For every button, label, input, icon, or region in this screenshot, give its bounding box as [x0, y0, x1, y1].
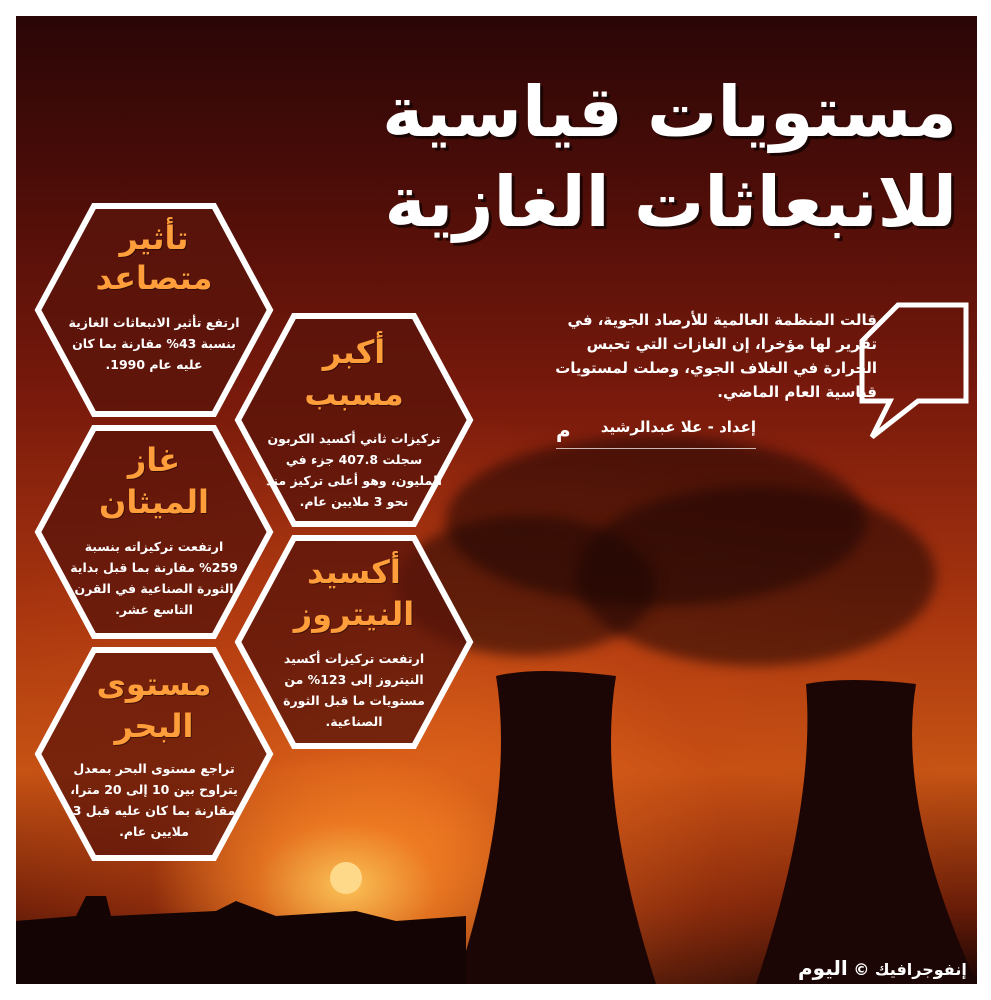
hex-card-heading: غاز [127, 441, 181, 479]
copyright-icon: © [853, 960, 870, 979]
hex-card-text: ارتفع تأثير الانبعاثات الغازية بنسبة 43% مقارنة بما كان عليه عام 1990. [68, 315, 240, 372]
author-logo: م [556, 418, 571, 442]
hex-card-text: ارتفعت تركيزات أكسيد النيتروز إلى 123% من مستويات ما قبل الثورة الصناعية. [283, 651, 425, 729]
cooling-tower-left [456, 671, 656, 984]
page-title [257, 68, 957, 248]
title-line-2: للانبعاثات الغازية [384, 161, 957, 243]
horizon-silhouette [16, 896, 466, 984]
sun [330, 862, 362, 894]
hex-card-heading: البحر [114, 707, 194, 745]
footer-brand [798, 956, 967, 980]
brand-logo: اليوم [798, 956, 848, 980]
hex-card-text: ارتفعت تركيزاته بنسبة 259% مقارنة بما قبل بداية الثورة الصناعية في القرن التاسع عشر. [70, 539, 238, 617]
hex-card-heading: تأثير [119, 219, 189, 257]
title-line-1: مستويات قياسية [382, 71, 957, 153]
hex-card-heading: الميثان [99, 483, 209, 521]
hex-card-heading: أكبر [322, 333, 386, 371]
infographic-frame [16, 16, 977, 984]
intro-text: قالت المنظمة العالمية للأرصاد الجوية، في تقرير لها مؤخرا، إن الغازات التي تحبس الحرارة في الغلاف الجوي، وصلت لمستويات قياسية العام الماضي. [555, 311, 877, 401]
cooling-tower-right [756, 680, 977, 984]
author-credit [556, 418, 756, 449]
author-credit-text: إعداد - علا عبدالرشيد [600, 418, 756, 436]
footer-label: إنفوجرافيك [874, 960, 967, 979]
hex-card-sea-level [34, 646, 274, 862]
hex-card-heading: مسبب [304, 375, 404, 413]
hex-card-heading: النيتروز [293, 595, 415, 633]
hex-card-heading: أكسيد [307, 553, 401, 591]
hex-card-heading: متصاعد [95, 259, 213, 297]
hex-card-text: تراجع مستوى البحر بمعدل يتراوح بين 10 إلى 20 مترا، مقارنة بما كان عليه قبل 3 ملايين عام. [70, 761, 238, 839]
hex-card-text: تركيزات ثاني أكسيد الكربون سجلت 407.8 جزء في المليون، وهو أعلى تركيز منذ نحو 3 ملايين عام. [266, 431, 442, 509]
hex-card-heading: مستوى [96, 665, 212, 703]
